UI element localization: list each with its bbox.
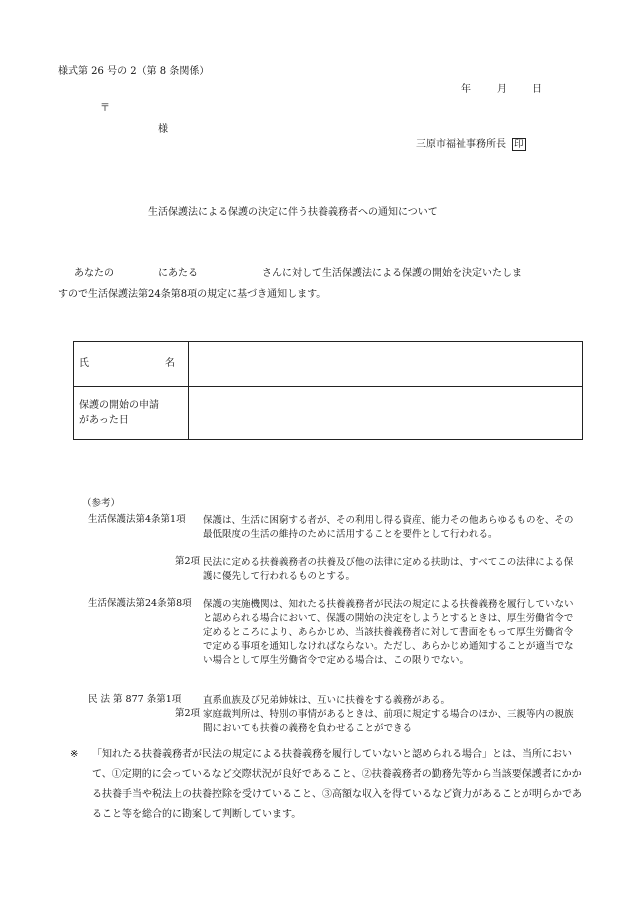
table-row-date xyxy=(74,387,583,440)
law1-name: 生活保護法第4条第1項 xyxy=(88,514,186,525)
date-month-label: 月 xyxy=(497,84,507,95)
law3-text: 直系血族及び兄弟姉妹は、互いに扶養をする義務がある。 xyxy=(203,695,451,706)
date-day-label: 日 xyxy=(532,84,542,95)
law3-p2-text: 家庭裁判所は、特別の事情があるときは、前項に規定する場合のほか、三親等内の親族間においても扶養の義務を負わせることができる xyxy=(203,709,574,734)
form-number: 様式第 26 号の 2（第 8 条関係） xyxy=(58,66,210,77)
law2-text: 保護の実施機関は、知れたる扶養義務者が民法の規定による扶養義務を履行していないと認められる場合において、保護の開始の決定をしようとするときは、厚生労働省令で定めるところにより、あらかじめ、当該扶養義務者に対して書面をもって厚生労働省令で定める事項を通知しなければならない。ただし、あらかじめ通知することが適当でない場合として厚生労働省令で定める場合は、この限りでない。 xyxy=(203,599,574,666)
addressee-suffix: 様 xyxy=(158,124,168,135)
issuer-line xyxy=(416,138,526,151)
body-sentence-line1: さんに対して生活保護法による保護の開始を決定いたしま xyxy=(262,268,522,279)
name-label-right: 名 xyxy=(165,358,175,369)
law3-p2-name: 第2項 xyxy=(175,708,201,719)
table-row-name xyxy=(74,342,583,387)
page-title: 生活保護法による保護の決定に伴う扶養義務者への通知について xyxy=(148,207,438,218)
date-label-cell xyxy=(74,387,189,440)
note-mark: ※ xyxy=(70,749,79,760)
issuer-name: 三原市福祉事務所長 xyxy=(416,139,506,150)
date-value-cell[interactable] xyxy=(189,387,583,440)
date-label-line1: 保護の開始の申請 xyxy=(79,400,159,411)
date-year-label: 年 xyxy=(461,84,471,95)
law1-p2-name: 第2項 xyxy=(175,556,201,567)
law2-name: 生活保護法第24条第8項 xyxy=(88,598,192,609)
law3-name: 民 法 第 877 条第1項 xyxy=(88,694,182,705)
note-text: 「知れたる扶養義務者が民法の規定による扶養義務を履行していないと認められる場合」とは、当所において、①定期的に会っているなど交際状況が良好であること、②扶養義務者の勤務先等から当該要保護者にかかる扶養手当や税法上の扶養控除を受けていること、③高額な収入を得ているなど資力があることが明らかであること等を総合的に勘案して判断しています。 xyxy=(92,749,582,820)
law1-p2-text: 民法に定める扶養義務者の扶養及び他の法律に定める扶助は、すべてこの法律による保護に優先して行われるものとする。 xyxy=(203,557,574,582)
name-label-left: 氏 xyxy=(79,358,89,369)
date-label-line2: があった日 xyxy=(79,415,129,426)
law1-text: 保護は、生活に困窮する者が、その利用し得る資産、能力その他あらゆるものを、その最低限度の生活の維持のために活用することを要件として行われる。 xyxy=(203,515,574,540)
info-table xyxy=(73,341,583,440)
name-value-cell[interactable] xyxy=(189,342,583,387)
reference-heading: （参考） xyxy=(82,498,121,509)
body-sentence-line2: すので生活保護法第24条第8項の規定に基づき通知します。 xyxy=(58,289,327,300)
body-you: あなたの xyxy=(74,268,114,279)
postal-mark: 〒 xyxy=(100,103,110,114)
seal-mark: 印 xyxy=(514,139,524,150)
body-relation: にあたる xyxy=(158,268,198,279)
name-label-cell xyxy=(74,342,189,387)
